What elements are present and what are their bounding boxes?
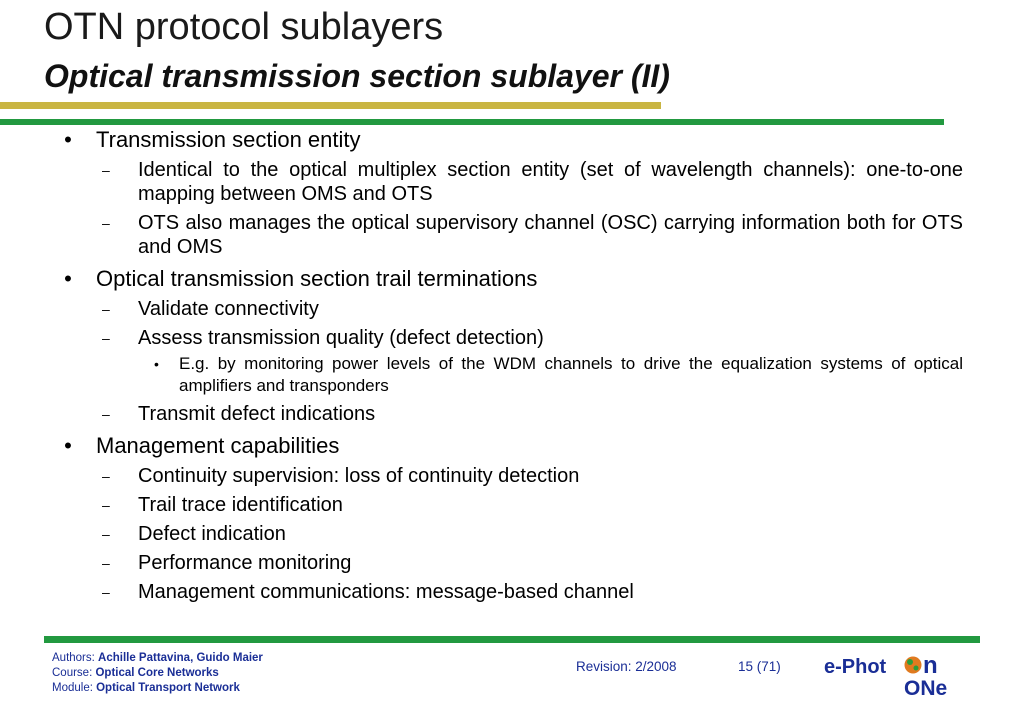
bullet-item: [58, 432, 963, 459]
sub-bullet-item-text: Transmit defect indications: [138, 403, 376, 425]
course-label: Course:: [52, 667, 96, 679]
sub-bullet-item-marker: –: [102, 555, 110, 571]
sub-bullet-item-text: Trail trace identification: [138, 494, 343, 516]
page-number: 15 (71): [738, 659, 781, 674]
sub-bullet-item-marker: –: [102, 330, 110, 346]
sub-bullet-item-marker: –: [102, 301, 110, 317]
sub-sub-bullet-item-text: E.g. by monitoring power levels of the WDM channels to drive the equalization systems of optical amplifiers and transponders: [179, 354, 963, 395]
sub-bullet-item-marker: –: [102, 584, 110, 600]
sub-bullet-item-text: Defect indication: [138, 523, 286, 545]
sub-bullet-item: [58, 493, 963, 517]
title-rule-gold: [0, 102, 661, 109]
sub-sub-bullet-item-marker: •: [154, 356, 159, 372]
sub-bullet-item: [58, 158, 963, 206]
course-value: Optical Core Networks: [95, 667, 219, 679]
bullet-item: [58, 265, 963, 292]
sub-bullet-item-marker: –: [102, 162, 110, 178]
sub-bullet-item-text: Management communications: message-based channel: [138, 581, 634, 603]
sub-bullet-item-text: OTS also manages the optical supervisory channel (OSC) carrying information both for OTS and OMS: [138, 212, 963, 258]
logo-text-bottom: ONe: [904, 677, 948, 700]
slide-title: OTN protocol sublayers: [44, 6, 444, 48]
bullet-item-text: Transmission section entity: [96, 127, 361, 152]
authors-value: Achille Pattavina, Guido Maier: [98, 652, 263, 664]
sub-bullet-item: [58, 211, 963, 259]
logo-text-right: n: [923, 652, 938, 679]
bullet-item-text: Optical transmission section trail terminations: [96, 266, 538, 291]
title-rule-green: [0, 119, 944, 125]
sub-bullet-item-text: Assess transmission quality (defect detection): [138, 327, 544, 349]
sub-bullet-item-text: Identical to the optical multiplex section entity (set of wavelength channels): one-to-one mapping between OMS and OTS: [138, 159, 963, 205]
e-photon-one-logo: [822, 651, 962, 701]
sub-bullet-item-marker: –: [102, 497, 110, 513]
sub-bullet-item-marker: –: [102, 215, 110, 231]
slide-subtitle: Optical transmission section sublayer (II): [44, 58, 670, 94]
sub-bullet-item: [58, 402, 963, 426]
sub-bullet-item-text: Continuity supervision: loss of continuity detection: [138, 465, 580, 487]
sub-bullet-item-marker: –: [102, 406, 110, 422]
bullet-item-marker: •: [64, 266, 72, 291]
bullet-item-text: Management capabilities: [96, 433, 340, 458]
bullet-list: [58, 126, 963, 604]
sub-bullet-item: [58, 297, 963, 321]
sub-bullet-item: [58, 522, 963, 546]
logo-globe: [905, 657, 922, 674]
bullet-item-marker: •: [64, 127, 72, 152]
footer-course: [52, 665, 219, 681]
sub-bullet-item: [58, 326, 963, 350]
logo-text-left: e-Phot: [824, 656, 887, 678]
revision-text: Revision: 2/2008: [576, 659, 677, 674]
footer-rule: [44, 636, 980, 643]
sub-bullet-item: [58, 551, 963, 575]
bullet-item: [58, 126, 963, 153]
sub-bullet-item: [58, 580, 963, 604]
sub-bullet-item: [58, 464, 963, 488]
module-value: Optical Transport Network: [96, 682, 240, 694]
bullet-item-marker: •: [64, 433, 72, 458]
sub-sub-bullet-item: [58, 353, 963, 397]
sub-bullet-item-marker: –: [102, 468, 110, 484]
sub-bullet-item-text: Performance monitoring: [138, 552, 352, 574]
authors-label: Authors:: [52, 652, 99, 664]
sub-bullet-item-text: Validate connectivity: [138, 298, 319, 320]
sub-bullet-item-marker: –: [102, 526, 110, 542]
module-label: Module:: [52, 682, 97, 694]
footer-module: [52, 680, 240, 696]
footer-authors: [52, 650, 263, 666]
